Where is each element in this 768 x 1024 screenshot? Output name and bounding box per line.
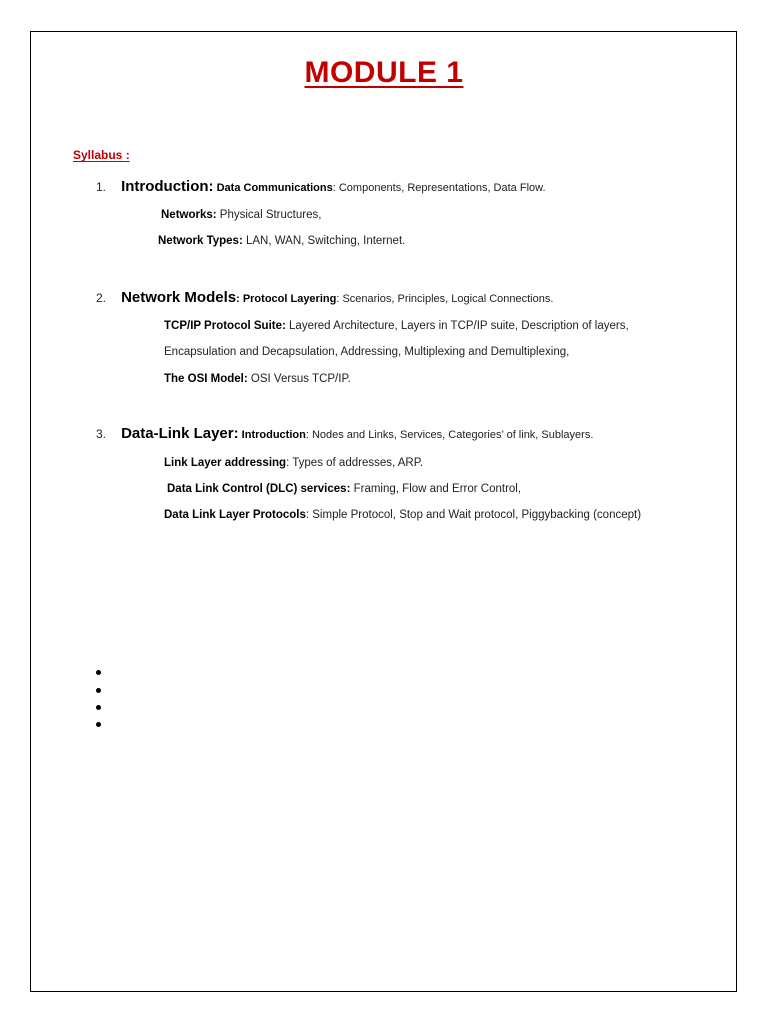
empty-bullet-2 bbox=[96, 688, 101, 693]
section-1-line-2 bbox=[158, 235, 405, 247]
module-title: MODULE 1 bbox=[304, 56, 464, 89]
section-3-line-1-key: Link Layer addressing bbox=[164, 457, 287, 469]
section-3-line-1 bbox=[164, 457, 423, 469]
section-1-line-2-text: LAN, WAN, Switching, Internet. bbox=[242, 235, 406, 247]
section-3-line-2-text: Framing, Flow and Error Control, bbox=[350, 483, 522, 495]
section-3-line-3 bbox=[164, 509, 641, 521]
section-3-title: Data-Link Layer: bbox=[121, 425, 239, 442]
section-3-line-1-text: : Types of addresses, ARP. bbox=[286, 457, 424, 469]
section-2-title: Network Models bbox=[121, 289, 237, 306]
section-3-lead-text: : Nodes and Links, Services, Categories’ of link, Sublayers. bbox=[305, 429, 594, 441]
section-2-line-2 bbox=[164, 346, 569, 358]
section-3-lead-key: Introduction bbox=[241, 429, 306, 441]
section-1-line-1-key: Networks: bbox=[161, 209, 217, 221]
section-3-line-3-text: : Simple Protocol, Stop and Wait protocol, Piggybacking (concept) bbox=[305, 509, 642, 521]
section-2-lead-text: : Scenarios, Principles, Logical Connections. bbox=[336, 293, 554, 305]
empty-bullet-4 bbox=[96, 722, 101, 727]
section-3-heading bbox=[96, 425, 593, 442]
section-2-heading bbox=[96, 289, 553, 306]
section-2-line-3-text: OSI Versus TCP/IP. bbox=[247, 373, 351, 385]
section-2-number: 2. bbox=[96, 291, 107, 305]
section-2-line-1-text: Layered Architecture, Layers in TCP/IP suite, Description of layers, bbox=[285, 320, 629, 332]
section-1-line-1 bbox=[161, 209, 321, 221]
section-1-line-2-key: Network Types: bbox=[158, 235, 243, 247]
section-1-heading bbox=[96, 178, 546, 195]
section-1-number: 1. bbox=[96, 180, 107, 194]
section-2-line-1-key: TCP/IP Protocol Suite: bbox=[164, 320, 286, 332]
empty-bullet-3 bbox=[96, 705, 101, 710]
section-1-lead-key: Data Communications bbox=[216, 182, 333, 194]
section-2-lead-key: : Protocol Layering bbox=[236, 293, 337, 305]
empty-bullet-1 bbox=[96, 670, 101, 675]
section-1-lead-text: : Components, Representations, Data Flow. bbox=[332, 182, 546, 194]
section-1-line-1-text: Physical Structures, bbox=[216, 209, 322, 221]
section-2-line-3-key: The OSI Model: bbox=[164, 373, 248, 385]
page-title bbox=[0, 56, 768, 90]
section-3-line-2 bbox=[167, 483, 521, 495]
section-3-line-3-key: Data Link Layer Protocols bbox=[164, 509, 306, 521]
section-3-line-2-key: Data Link Control (DLC) services: bbox=[167, 483, 351, 495]
section-2-line-1 bbox=[164, 320, 629, 332]
section-3-number: 3. bbox=[96, 427, 107, 441]
section-2-line-2-text: Encapsulation and Decapsulation, Addressing, Multiplexing and Demultiplexing, bbox=[164, 346, 570, 358]
section-1-title: Introduction: bbox=[121, 178, 214, 195]
section-2-line-3 bbox=[164, 373, 351, 385]
syllabus-label: Syllabus : bbox=[73, 148, 130, 162]
